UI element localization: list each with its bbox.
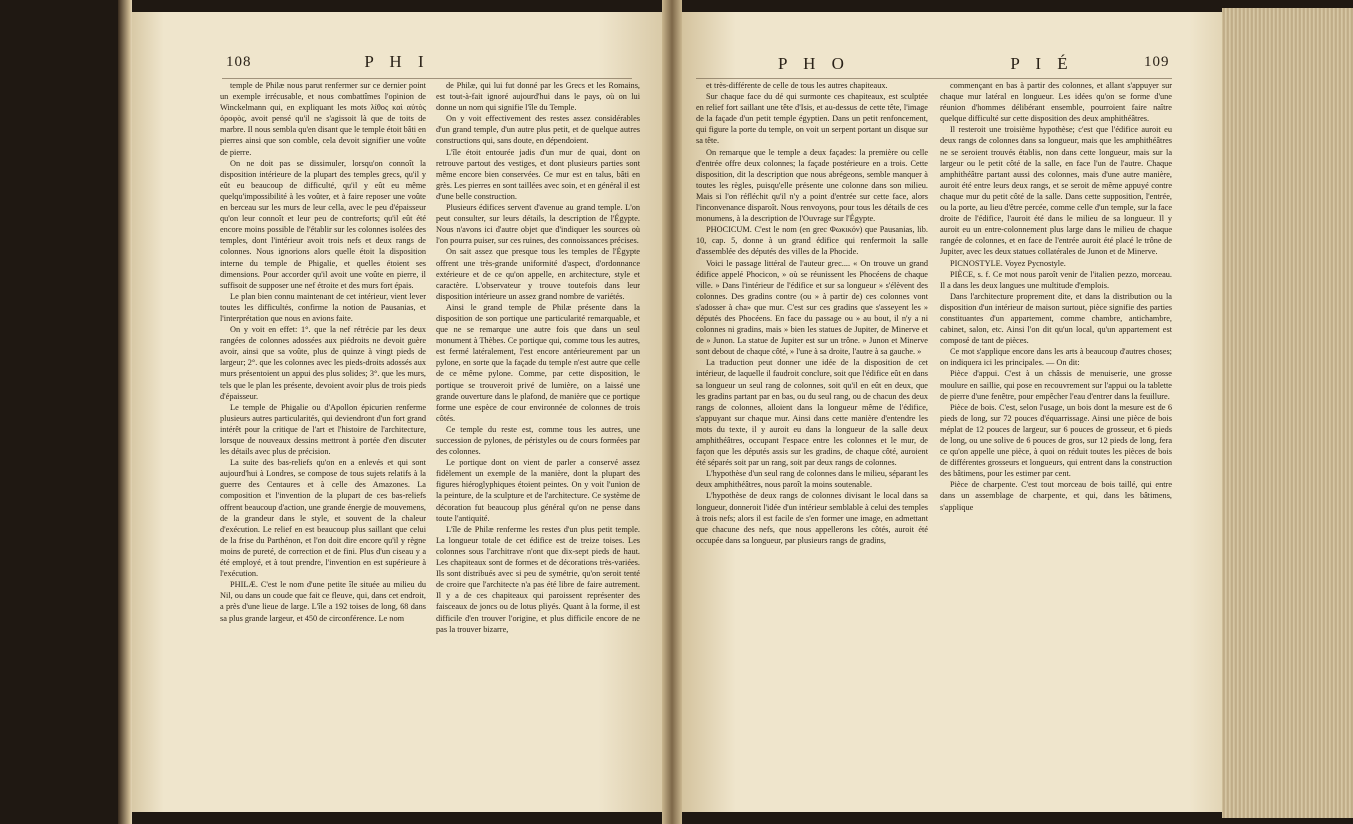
paragraph: Le temple de Phigalie ou d'Apollon épicurien renferme plusieurs autres particularités, qui deviendront d'un fort grand intérêt pour la critique de l'art et l'histoire de l'architecture, lorsque de nouveaux dessins mettront à portée d'en discuter les détails avec plus de précision. <box>220 402 426 457</box>
right-header-rule <box>696 78 1172 79</box>
quotation: Voici le passage littéral de l'auteur grec.... « On trouve un grand édifice appelé Phocicon, » où se réunissent les Phocéens de chaque ville. » Dans l'intérieur de l'édifice et sur sa longueur » s'élèvent des colonnes. Des gradins contre (ou » à partir de) ces colonnes vont s'adosser à cha» que mur. C'est sur ces gradins que s'asseyent les » députés des Phocéens. En face du passage ou » au bout, il n'y a ni colonnes ni gradins, mais » bien les statues de Jupiter, de Minerve et de » Junon. La statue de Jupiter est sur un trône. » Junon et Minerve sont debout de chaque côté, » l'une à sa droite, l'autre à sa gauche. » <box>696 258 928 357</box>
paragraph: On y voit en effet: 1°. que la nef rétrécie par les deux rangées de colonnes adossées aux piédroits ne devoit guère avoir, ainsi que sa voûte, plus de quinze à vingt pieds de largeur; 2°. que les colonnes avec les pieds-droits adossés aux murs présentoient un appui des plus solides; 3°. que les murs, tels que le plan les présente, devoient avoir plus de trois pieds d'épaisseur. <box>220 325 426 401</box>
right-page-edges <box>1222 8 1353 818</box>
paragraph: Il resteroit une troisième hypothèse; c'est que l'édifice auroit eu deux rangs de colonnes dans sa longueur, mais que les amphithéâtres ne se seroient trouvés établis, non dans cette longueur, mais sur la largeur ou le petit côté de la salle, en face l'un de l'autre. Chaque amphithéâtre partant aussi des colonnes, mais d'une autre manière, auroit été entre leurs deux rangs, et se seroit de même appuyé contre chaque mur du petit côté de la salle. Dans cette supposition, l'entrée, ou la porte, au lieu d'être percée, comme celle d'un temple, sur la face droite de l'édifice, l'auroit été dans le milieu de sa longueur. Il y auroit eu un entre-colonnement plus large dans le milieu de chaque rangée de colonnes, et en face de l'entrée auroit été placé le trône de Jupiter, avec les deux statues collatérales de Junon et de Minerve. <box>940 125 1172 257</box>
left-page-number: 108 <box>226 54 252 70</box>
entry-picnostyle: PICNOSTYLE. Voyez Pycnostyle. <box>950 258 1066 268</box>
paragraph: La suite des bas-reliefs qu'on en a enlevés et qui sont aujourd'hui à Londres, se compose de tous sujets relatifs à la guerre des Centaures et à celle des Amazones. La composition et l'invention de la plupart de ces bas-reliefs offrent beaucoup d'action, une grande énergie de mouvemens, de la grandeur dans le style, et souvent de la chaleur d'exécution. Le relief en est beaucoup plus saillant que celui de la frise du Parthénon, et l'on doit dire encore qu'il y règne moins de pureté, de correction et de fini. Plus d'un ciseau y a été employé, et à tout prendre, l'invention en est supérieure à l'exécution. <box>220 458 426 579</box>
paragraph: Le plan bien connu maintenant de cet intérieur, vient lever toutes les difficultés, confirme la notion de Pausanias, et l'interprétation que nous en avions faite. <box>220 291 426 323</box>
right-column-2 <box>940 80 1172 800</box>
paragraph: temple de Philæ nous parut renfermer sur ce dernier point un exemple irrécusable, et nous combattîmes l'opinion de Winckelmann qui, en expliquant les mots λίθος καὶ αὐτὸς ὀροφὸς, avoit pensé qu'il ne s'agissoit là que de toits de marbre. Il nous sembla qu'en disant que le temple étoit bâti en pierres ainsi que son comble, cela devoit signifier une voûte de pierre. <box>220 81 426 157</box>
left-running-head: P H I <box>364 52 430 71</box>
entry-piece-de-charpente: Pièce de charpente. C'est tout morceau de bois taillé, qui entre dans un assemblage de charpente, et qui, dans les bâtimens, s'applique <box>940 480 1172 512</box>
paragraph: La traduction peut donner une idée de la disposition de cet intérieur, de laquelle il faudroit conclure, soit que l'édifice eût en dans sa longueur un seul rang de colonnes, soit qu'il en eût en deux, que les gradins partant par en bas, ou du seul rang, ou de chacun des deux rangs de colonnes, alloient dans la longueur même de l'édifice, s'appuyant sur chaque mur. Ainsi dans cette manière d'entendre les mots du texte, il y auroit eu dans la longueur de la salle deux amphithéâtres, occupant l'espace entre les colonnes et le mur, de façon que les députés assis sur les gradins, de chaque côté, auroient été séparés soit par un rang, soit par deux rangs de colonnes. <box>696 358 928 468</box>
center-gutter <box>662 0 682 824</box>
paragraph: Ce temple du reste est, comme tous les autres, une succession de pylones, de péristyles ou de cours formées par des colonnes. <box>436 424 640 457</box>
paragraph: On ne doit pas se dissimuler, lorsqu'on connoît la disposition intérieure de la plupart des temples grecs, qu'il y eût eu beaucoup de difficulté, qu'il y eût eu même quelqu'impossibilité à les voûter, et à faire reposer une voûte en berceau sur les murs de leur cella, avec le peu d'épaisseur qu'on leur connoît et leur peu de contreforts; qu'il eût été encore moins possible de l'établir sur les colonnes isolées des temples, dont l'intérieur avoit trois nefs et deux rangs de colonnes. Nous ignorions alors quelle étoit la disposition interne du temple de Phigalie, et quelles étoient ses dimensions. Pour accorder qu'il avoit une voûte en pierre, il suffisoit de supposer une nef étroite et des murs fort épais. <box>220 158 426 290</box>
entry-phocicum: PHOCICUM. C'est le nom (en grec Φωκικόν) que Pausanias, lib. 10, cap. 5, donne à un grand édifice qui renfermoit la salle d'assemblée des députés des villes de la Phocide. <box>696 225 928 257</box>
left-column-2 <box>436 80 640 800</box>
paragraph: Ce mot s'applique encore dans les arts à beaucoup d'autres choses; on indiquera ici les principales. — On dit: <box>940 347 1172 368</box>
right-page <box>682 12 1222 812</box>
paragraph: Ainsi le grand temple de Philæ présente dans la disposition de son portique une particularité remarquable, et que ne se remarque une autre fois que dans un seul monument à Thèbes. Ce portique qui, comme tous les autres, est fermé latéralement, l'est encore antérieurement par un pylone, en sorte que la façade du temple n'est autre que celle de ce même pylone. Comme, par cette disposition, le portique se trouveroit privé de lumière, on a laissé une grande ouverture dans le plafond, de manière que ce portique forme une espèce de cour environnée de colonnes de trois côtés. <box>436 302 640 423</box>
paragraph: Sur chaque face du dé qui surmonte ces chapiteaux, est sculptée en relief fort saillant une tête d'Isis, et au-dessus de cette tête, l'image de la façade d'un petit temple égyptien. Dans un petit renfoncement, qui figure la porte du temple, on voit un serpent portant un disque sur sa tête. <box>696 92 928 146</box>
entry-philae: PHILÆ. C'est le nom d'une petite île située au milieu du Nil, ou dans un coude que fait ce fleuve, qui, dans cet endroit, a près d'une lieue de large. L'île a 192 toises de long, 68 dans sa plus grande largeur, et 450 de circonférence. Le nom <box>220 580 426 623</box>
left-header-rule <box>222 78 632 79</box>
right-page-header <box>682 52 1222 76</box>
entry-piece-d-appui: Pièce d'appui. C'est à un châssis de menuiserie, une grosse moulure en saillie, qui pose en recouvrement sur l'appui ou la tablette de pierre d'une fenêtre, pour empêcher l'eau d'entrer dans la feuillure. <box>940 369 1172 401</box>
right-column-1 <box>696 80 928 800</box>
paragraph: L'île étoit entourée jadis d'un mur de quai, dont on retrouve partout des vestiges, et dont plusieurs parties sont même encore bien conservées. Ce mur est en talus, bâti en grès. Les pierres en sont taillées avec soin, et en général il est d'une belle construction. <box>436 147 640 201</box>
paragraph: de Philæ, qui lui fut donné par les Grecs et les Romains, est tout-à-fait ignoré aujourd'hui dans le pays, où on lui donne un nom qui signifie l'île du Temple. <box>436 81 640 113</box>
paragraph: On y voit effectivement des restes assez considérables d'un grand temple, d'un autre plus petit, et de quelque autres constructions qui, sans doute, en dépendoient. <box>436 114 640 146</box>
right-running-head-2: P I É <box>1010 54 1074 73</box>
paragraph: L'île de Philæ renferme les restes d'un plus petit temple. La longueur totale de cet édifice est de treize toises. Les colonnes sous l'architrave n'ont que dix-sept pieds de haut. Les chapiteaux sont de formes et de décorations très-variées. Ils sont distribués avec si peu de symétrie, qu'on seroit tenté de croire que l'architecte n'a pas été libre de faire autrement. Il y a de ces chapiteaux qui paroissent représenter des faisceaux de joncs ou de lotus pliyés. Quant à la forme, il est difficile d'en trouver l'origine, et plus difficile encore de ne pas la trouver bizarre, <box>436 524 640 634</box>
entry-piece: PIÈCE, s. f. Ce mot nous paroît venir de l'italien pezzo, morceau. Il a dans les deux langues une multitude d'emplois. <box>940 269 1172 290</box>
entry-piece-de-bois: Pièce de bois. C'est, selon l'usage, un bois dont la mesure est de 6 pieds de long, sur 72 pouces d'équarrissage. Ainsi une pièce de bois méplat de 12 pouces de largeur, sur 6 pouces de grosseur, et 6 pieds de long, ou une solive de 6 pouces de gros, sur 12 pieds de long, fera ce qu'on appelle une pièce, à quoi on réduit toutes les pièces de bois de différentes grosseurs et longueurs, qui entrent dans la construction des bâtimens, pour les estimer par cent. <box>940 402 1172 479</box>
paragraph: On remarque que le temple a deux façades: la première ou celle d'entrée offre deux colonnes; la façade postérieure en a trois. Cette disposition, dit la description que nous abrégeons, semble manquer à toutes les règles, puisqu'elle présente une colonne dans son milieu. Mais si l'on réfléchit qu'il n'y a point d'entrée sur cette face, alors l'inconvenance disparoît. Nous renvoyons, pour tous les détails de ces monumens, à la description de l'Ouvrage sur l'Égypte. <box>696 147 928 224</box>
paragraph: L'hypothèse de deux rangs de colonnes divisant le local dans sa longueur, donneroit l'idée d'un intérieur semblable à celui des temples à trois nefs; alors il est facile de s'en former une image, en admettant que chacune des nefs, que nous appellerons les côtés, auroit été occupée dans sa longueur, par plusieurs rangs de gradins, <box>696 491 928 545</box>
paragraph: L'hypothèse d'un seul rang de colonnes dans le milieu, séparant les deux amphithéâtres, nous paroît la moins soutenable. <box>696 469 928 490</box>
left-binding-edge <box>118 0 132 824</box>
paragraph: Plusieurs édifices servent d'avenue au grand temple. L'on peut consulter, sur leurs détails, la description de l'Égypte. Nous n'avons ici d'autre objet que d'indiquer les sources où l'on pourra puiser, sur ces ruines, des connoissances précises. <box>436 203 640 246</box>
paragraph: et très-différente de celle de tous les autres chapiteaux. <box>706 81 888 90</box>
paragraph: commençant en bas à partir des colonnes, et allant s'appuyer sur chaque mur latéral en longueur. Les idées qu'on se forme d'une réunion d'hommes délibérant ensemble, pourroient faire naître quelque difficulté sur cette disposition des deux amphithéâtres. <box>940 81 1172 124</box>
right-running-head: P H O <box>778 54 850 73</box>
paragraph: On sait assez que presque tous les temples de l'Égypte offrent une très-grande uniformité d'aspect, d'ordonnance extérieure et de ce qu'on appelle, en architecture, style et caractère. L'observateur y trouve toutefois dans leur disposition intérieure un assez grand nombre de variétés. <box>436 247 640 301</box>
left-page-header <box>132 52 662 76</box>
left-column-1 <box>220 80 426 800</box>
paragraph: Le portique dont on vient de parler a conservé assez fidèlement un exemple de la manière, dont la plupart des figures hiéroglyphiques étoient peintes. On y voit l'union de la peinture, de la sculpture et de l'architecture. Ce système de décoration fut beaucoup plus général qu'on ne pense dans toute l'antiquité. <box>436 458 640 523</box>
paragraph: Dans l'architecture proprement dite, et dans la distribution ou la disposition d'un intérieur de maison surtout, pièce signifie des parties constituantes d'un appartement, comme chambre, antichambre, cabinet, salon, etc. Ainsi l'on dit qu'un local, qu'un appartement est composé de tant de pièces. <box>940 291 1172 346</box>
left-page <box>132 12 662 812</box>
right-page-number: 109 <box>1144 54 1170 70</box>
